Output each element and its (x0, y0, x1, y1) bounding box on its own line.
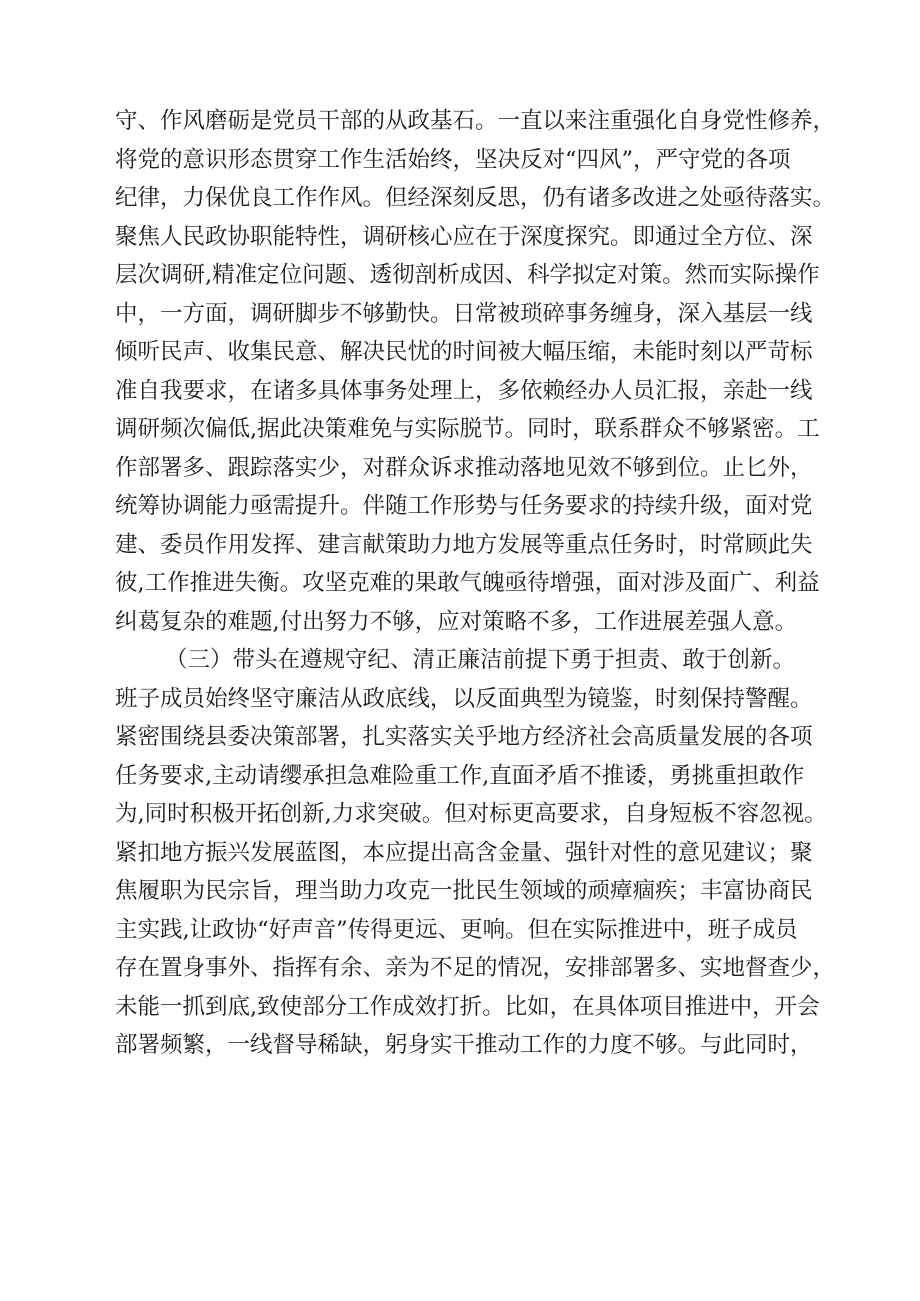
text-line: 主实践,让政协“好声音”传得更远、更响。但在实际推进中，班子成员 (115, 916, 798, 943)
text-line: 彼,工作推进失衡。攻坚克难的果敢气魄亟待增强，面对涉及面广、利益 (115, 570, 820, 596)
text-line: 班子成员始终坚守廉洁从政底线，以反面典型为镜鉴，时刻保持警醒。 (115, 685, 813, 712)
text-line: 层次调研,精准定位问题、透彻剖析成因、科学拟定对策。然而实际操作 (115, 262, 820, 288)
text-line: 任务要求,主动请缨承担急难险重工作,直面矛盾不推诿，勇挑重担敢作 (115, 762, 805, 789)
section-heading: （三）带头在遵规守纪、清正廉洁前提下勇于担责、敢于创新。 (165, 647, 796, 673)
text-line: 作部署多、跟踪落实少，对群众诉求推动落地见效不够到位。止匕外， (115, 454, 813, 481)
text-line: 中，一方面，调研脚步不够勤快。日常被琐碎事务缠身，深入基层一线 (115, 300, 813, 327)
text-line: 纪律，力保优良工作作风。但经深刻反思，仍有诸多改进之处亟待落实。 (115, 185, 836, 211)
text-line: 为,同时积极开拓创新,力求突破。但对标更高要求，自身短板不容忽视。 (115, 801, 827, 827)
body-text (115, 102, 835, 1065)
text-line: 守、作风磨砺是党员干部的从政基石。一直以来注重强化自身党性修养， (115, 108, 836, 134)
text-line: 统筹协调能力亟需提升。伴随工作形势与任务要求的持续升级，面对党 (115, 493, 813, 519)
text-line: 焦履职为民宗旨，理当助力攻克一批民生领域的顽瘴痼疾；丰富协商民 (115, 878, 813, 904)
text-line: 将党的意识形态贯穿工作生活始终，坚决反对“四风”，严守党的各项 (115, 146, 791, 173)
text-line: 未能一抓到底,致使部分工作成效打折。比如，在具体项目推进中，开会 (115, 993, 820, 1020)
text-line: 准自我要求，在诸多具体事务处理上，多依赖经办人员汇报，亲赴一线 (115, 377, 813, 404)
text-line: 倾听民声、收集民意、解决民忧的时间被大幅压缩，未能时刻以严苛标 (115, 339, 813, 365)
text-line: 部署频繁，一线督导稀缺，躬身实干推动工作的力度不够。与此同时， (115, 1032, 813, 1058)
text-line: 聚焦人民政协职能特性，调研核心应在于深度探究。即通过全方位、深 (115, 223, 813, 250)
text-line: 紧密围绕县委决策部署，扎实落实关乎地方经济社会高质量发展的各项 (115, 724, 813, 750)
text-line: 纠葛复杂的难题,付出努力不够，应对策略不多，工作进展差强人意。 (115, 608, 798, 635)
text-line: 存在置身事外、指挥有余、亲为不足的情况，安排部署多、实地督查少， (115, 955, 836, 981)
text-line: 建、委员作用发挥、建言献策助力地方发展等重点任务时，时常顾此失 (115, 531, 813, 558)
text-line: 调研频次偏低,据此决策难免与实际脱节。同时，联系群众不够紧密。工 (115, 416, 820, 442)
text-line: 紧扣地方振兴发展蓝图，本应提出高含金量、强针对性的意见建议；聚 (115, 839, 813, 866)
